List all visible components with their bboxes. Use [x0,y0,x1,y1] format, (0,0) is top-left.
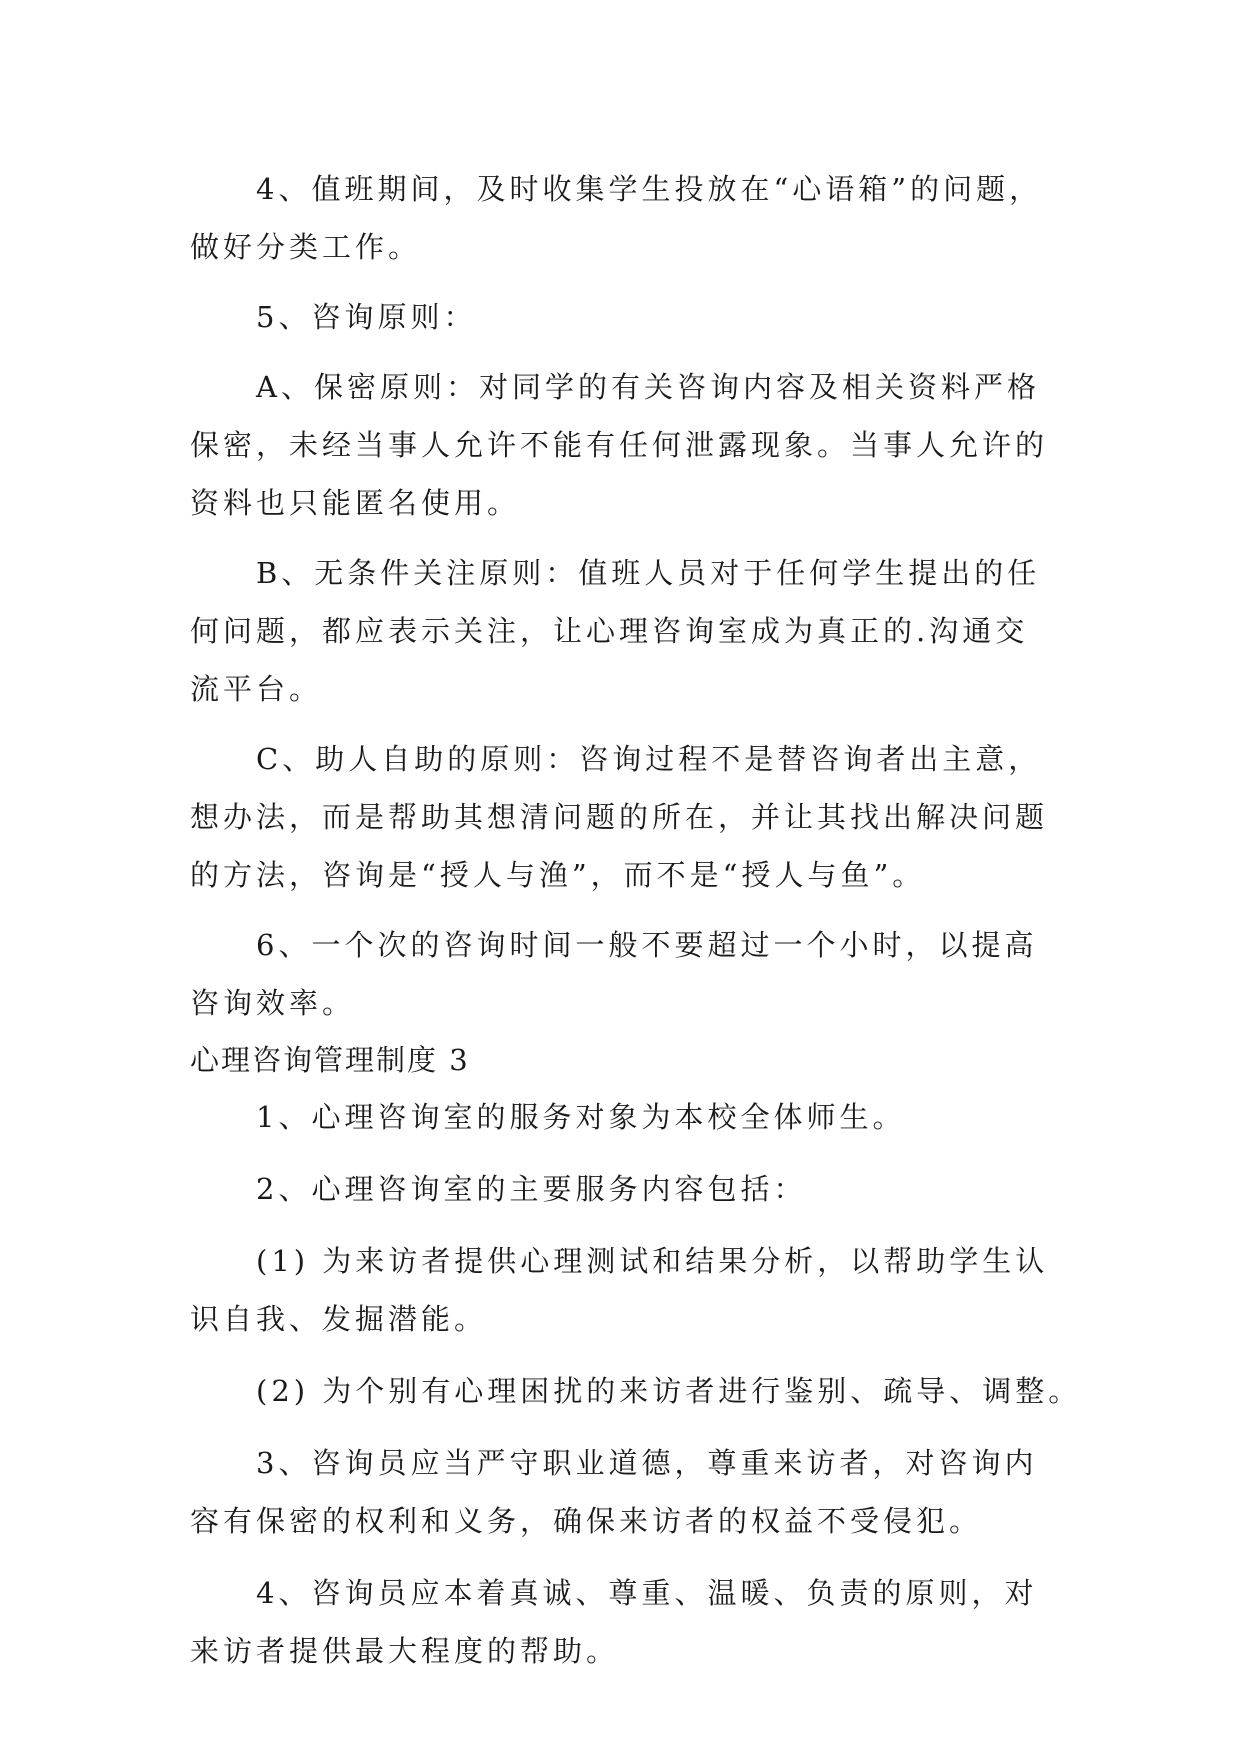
paragraph-item-1 [190,1232,1070,1348]
paragraph-principles-heading [190,288,1070,346]
section-title: 心理咨询管理制度 3 [190,1043,470,1077]
text-line: 的方法，咨询是“授人与渔”，而不是“授人与鱼”。 [190,858,926,892]
paragraph-confidentiality [190,358,1070,532]
text-line: 流平台。 [190,672,323,706]
text-line: 4、咨询员应本着真诚、尊重、温暖、负责的原则，对 [256,1576,1038,1610]
text-line: 想办法，而是帮助其想清问题的所在，并让其找出解决问题 [190,800,1049,834]
text-line: 咨询效率。 [190,986,356,1020]
paragraph-ethics [190,1434,1070,1550]
paragraph-self-help [190,730,1070,904]
paragraph-item-2 [190,1362,1082,1420]
text-line: C、助人自助的原则：咨询过程不是替咨询者出主意， [256,742,1042,776]
text-line: 何问题，都应表示关注，让心理咨询室成为真正的.沟通交 [190,614,1029,648]
text-line: 容有保密的权利和义务，确保来访者的权益不受侵犯。 [190,1504,983,1538]
text-line: A、保密原则：对同学的有关咨询内容及相关资料严格 [256,370,1040,404]
text-line: 5、咨询原则： [256,300,477,334]
text-line: 来访者提供最大程度的帮助。 [190,1634,620,1668]
document-body [190,160,1082,1680]
paragraph-service-target [190,1088,1070,1146]
text-line: 保密，未经当事人允许不能有任何泄露现象。当事人允许的 [190,428,1049,462]
text-line: (2) 为个别有心理困扰的来访者进行鉴别、疏导、调整。 [256,1374,1082,1408]
paragraph-service-content [190,1160,1070,1218]
text-line: 3、咨询员应当严守职业道德，尊重来访者，对咨询内 [256,1446,1038,1480]
paragraph-unconditional-attention [190,544,1070,718]
text-line: B、无条件关注原则：值班人员对于任何学生提出的任 [256,556,1041,590]
text-line: 6、一个次的咨询时间一般不要超过一个小时，以提高 [256,928,1038,962]
text-line: 资料也只能匿名使用。 [190,486,521,520]
paragraph-attitude [190,1564,1070,1680]
text-line: 2、心理咨询室的主要服务内容包括： [256,1172,807,1206]
text-line: 做好分类工作。 [190,230,422,264]
paragraph-duty-collect [190,160,1070,276]
text-line: (1) 为来访者提供心理测试和结果分析，以帮助学生认 [256,1244,1049,1278]
text-line: 识自我、发掘潜能。 [190,1302,488,1336]
text-line: 1、心理咨询室的服务对象为本校全体师生。 [256,1100,906,1134]
paragraph-session-length [190,916,1070,1032]
text-line: 4、值班期间，及时收集学生投放在“心语箱”的问题， [256,172,1043,206]
